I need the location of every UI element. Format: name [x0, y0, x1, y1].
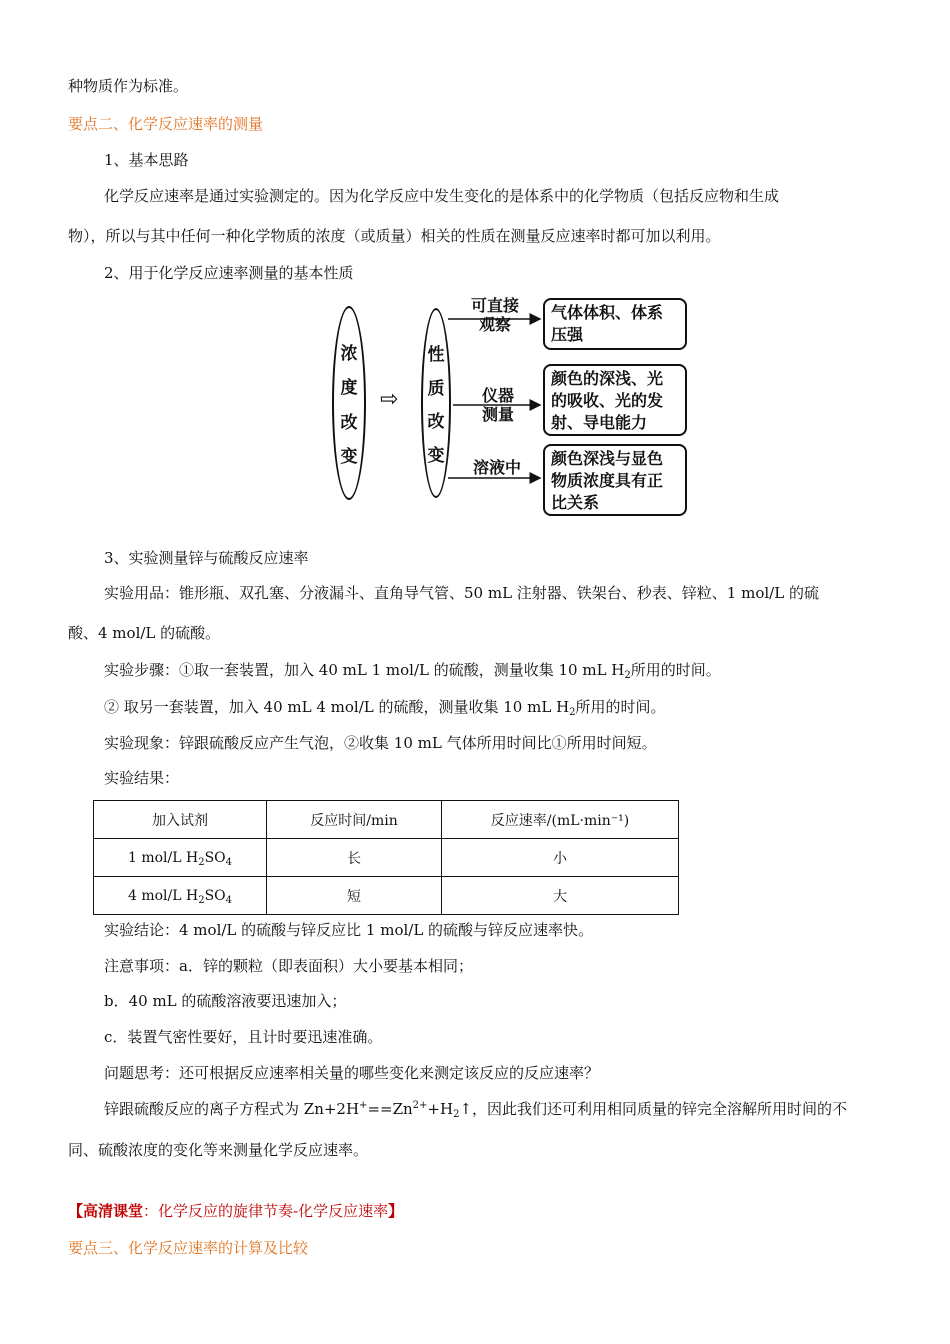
- paragraph-line: 物），所以与其中任何一种化学物质的浓度（或质量）相关的性质在测量反应速率时都可加以利用。: [68, 227, 721, 245]
- table-row: [94, 839, 679, 877]
- text-span: ② 取另一套装置，加入 40 mL 4 mol/L 的硫酸，测量收集 10 mL H: [104, 698, 570, 716]
- superscript: 2+: [412, 1100, 428, 1111]
- oval-char: 质: [427, 378, 445, 399]
- table-cell: 长: [267, 839, 442, 877]
- result-line: 比关系: [551, 493, 600, 512]
- paragraph-line: 实验用品：锥形瓶、双孔塞、分液漏斗、直角导气管、50 mL 注射器、铁架台、秒表、锌粒、1 mol/L 的硫: [104, 584, 819, 602]
- subsection-title: 3、实验测量锌与硫酸反应速率: [104, 549, 309, 567]
- subscript: 2: [569, 707, 576, 718]
- table-header-row: [94, 801, 679, 839]
- table-header-cell: 加入试剂: [94, 801, 267, 839]
- results-table: [93, 800, 679, 915]
- oval-char: 改: [427, 412, 445, 433]
- bracket: 【: [68, 1202, 84, 1220]
- method-line: 仪器: [481, 386, 514, 405]
- text-span: 所用的时间。: [575, 698, 666, 716]
- method-line: 观察: [478, 315, 511, 334]
- section-heading: 要点二、化学反应速率的测量: [68, 115, 264, 133]
- paragraph-line: 实验结论：4 mol/L 的硫酸与锌反应比 1 mol/L 的硫酸与锌反应速率快。: [104, 921, 594, 939]
- text-span: +H: [427, 1100, 454, 1118]
- result-line: 压强: [551, 325, 584, 344]
- oval-char: 变: [340, 447, 358, 468]
- subscript: 2: [624, 670, 631, 681]
- table-header-cell: 反应时间/min: [267, 801, 442, 839]
- text-span: ↑，因此我们还可利用相同质量的锌完全溶解所用时间的不: [459, 1100, 848, 1118]
- text-span: 实验步骤：①取一套装置，加入 40 mL 1 mol/L 的硫酸，测量收集 10 mL H: [104, 661, 625, 679]
- subsection-title: 1、基本思路: [104, 151, 189, 169]
- result-box: [543, 298, 687, 350]
- subscript: 4: [225, 856, 233, 868]
- result-line: 颜色的深浅、光: [551, 369, 664, 388]
- paragraph-line: 酸、4 mol/L 的硫酸。: [68, 624, 221, 642]
- text-span: 所用的时间。: [630, 661, 721, 679]
- text-span: 锌跟硫酸反应的离子方程式为 Zn+2H: [104, 1100, 360, 1118]
- result-box: [543, 364, 687, 436]
- method-line: 测量: [481, 405, 514, 424]
- paragraph-line: 同、硫酸浓度的变化等来测量化学反应速率。: [68, 1141, 369, 1159]
- section-heading: 要点三、化学反应速率的计算及比较: [68, 1239, 309, 1257]
- table-cell: 小: [442, 839, 679, 877]
- result-line: 射、导电能力: [551, 413, 648, 432]
- result-line: 气体体积、体系: [551, 303, 664, 322]
- paragraph-line: [104, 697, 666, 717]
- highlight-text: ：化学反应的旋律节奏-化学反应速率: [143, 1202, 389, 1220]
- paragraph-line: c．装置气密性要好，且计时要迅速准确。: [104, 1028, 383, 1046]
- course-highlight: [68, 1201, 403, 1221]
- result-line: 颜色深浅与显色: [551, 449, 664, 468]
- method-label-observe: [460, 296, 530, 334]
- text-span: SO: [204, 849, 226, 866]
- paragraph-line: 问题思考：还可根据反应速率相关量的哪些变化来测定该反应的反应速率？: [104, 1064, 600, 1082]
- text-span: 1 mol/L H: [127, 849, 199, 866]
- subscript: 2: [453, 1109, 460, 1120]
- result-line: 物质浓度具有正: [551, 471, 664, 490]
- table-cell: 短: [267, 877, 442, 915]
- paragraph-line: 实验结果：: [104, 769, 180, 787]
- table-header-cell: 反应速率/(mL·min⁻¹): [442, 801, 679, 839]
- subscript: 4: [225, 894, 233, 906]
- property-diagram: [330, 292, 690, 524]
- oval-char: 改: [340, 412, 358, 433]
- paragraph-line: 实验现象：锌跟硫酸反应产生气泡，②收集 10 mL 气体所用时间比①所用时间短。: [104, 734, 657, 752]
- paragraph-line: 化学反应速率是通过实验测定的。因为化学反应中发生变化的是体系中的化学物质（包括反应物和生成: [104, 187, 780, 205]
- method-label-instrument: [463, 386, 533, 424]
- table-cell: 大: [442, 877, 679, 915]
- text-line: 种物质作为标准。: [68, 77, 189, 95]
- subsection-title: 2、用于化学反应速率测量的基本性质: [104, 264, 354, 282]
- oval-char: 性: [427, 345, 445, 366]
- oval-char: 度: [340, 378, 358, 399]
- table-row: [94, 877, 679, 915]
- subscript: 2: [198, 856, 205, 868]
- paragraph-line: [104, 1099, 847, 1119]
- text-span: SO: [204, 887, 226, 904]
- method-line: 可直接: [470, 296, 519, 315]
- result-box: [543, 444, 687, 516]
- superscript: +: [359, 1100, 368, 1111]
- paragraph-line: 注意事项：a．锌的颗粒（即表面积）大小要基本相同；: [104, 957, 473, 975]
- text-span: ==Zn: [367, 1100, 413, 1118]
- paragraph-line: b．40 mL 的硫酸溶液要迅速加入；: [104, 992, 347, 1010]
- text-span: 4 mol/L H: [127, 887, 199, 904]
- oval-char: 浓: [340, 343, 358, 364]
- result-line: 的吸收、光的发: [551, 391, 664, 410]
- method-label-solution: 溶液中: [472, 458, 521, 477]
- subscript: 2: [198, 894, 205, 906]
- bracket: 】: [388, 1202, 404, 1220]
- highlight-label: 高清课堂: [83, 1202, 144, 1220]
- table-cell: [94, 839, 267, 877]
- right-arrow-icon: ⇨: [380, 387, 399, 412]
- oval-char: 变: [427, 445, 445, 466]
- paragraph-line: [104, 660, 721, 680]
- table-cell: [94, 877, 267, 915]
